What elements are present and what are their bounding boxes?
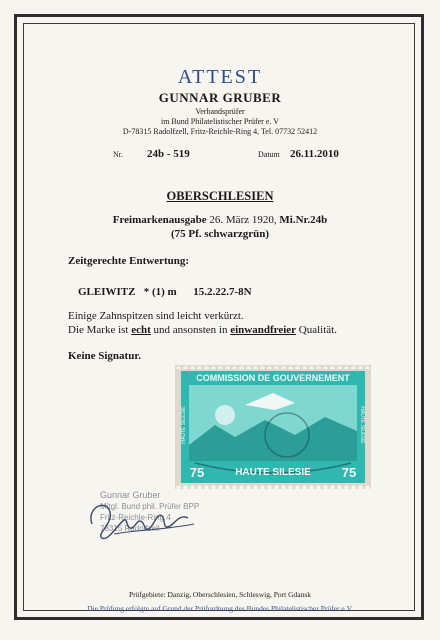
issue-date: 26. März 1920,	[209, 214, 277, 226]
rubber-stamp-membership: Mitgl. Bund phil. Prüfer BPP	[100, 502, 200, 511]
postage-stamp-image	[175, 365, 371, 489]
certificate-title: ATTEST	[177, 66, 263, 88]
issue-prefix: Freimarkenausgabe	[112, 214, 207, 226]
assessment-line-1: Einige Zahnspitzen sind leicht verkürzt.	[68, 310, 244, 322]
stamp-side-right: HAUTE SILÉSIE	[359, 406, 365, 444]
examination-areas: Prüfgebiete: Danzig, Oberschlesien, Schleswig, Port Gdansk	[128, 590, 312, 599]
certificate-number: 24b - 519	[147, 148, 190, 160]
cancellation-code: * (1) m	[143, 286, 177, 298]
stamp-value-right: 75	[341, 465, 357, 480]
stamp-sun	[215, 405, 235, 425]
rubber-stamp-name: Gunnar Gruber	[100, 490, 161, 500]
rubber-stamp-city: 78315 Radolfzell	[100, 524, 160, 533]
reference-row	[0, 148, 440, 162]
rubber-stamp-street: Fritz-Reichle-Ring 4	[100, 513, 171, 522]
assessment-text-a: Die Marke ist	[68, 324, 129, 336]
stamp-perforation-bottom	[175, 485, 371, 489]
stamp-value-left: 75	[189, 465, 205, 480]
stamp-side-left: HAUTE SILÉSIE	[181, 406, 187, 444]
cancellation-heading: Zeitgerechte Entwertung:	[68, 255, 190, 267]
examiner-name: GUNNAR GRUBER	[158, 90, 282, 105]
signature-note: Keine Signatur.	[68, 350, 141, 362]
catalog-number: Mi.Nr.24b	[279, 214, 328, 226]
cancellation-row	[78, 286, 252, 298]
cancellation-place: GLEIWITZ	[78, 286, 136, 298]
stamp-perforation-top	[175, 365, 371, 369]
issue-line	[0, 214, 440, 226]
stamp-bottom-text: HAUTE SILESIE	[235, 467, 311, 478]
examiner-association: im Bund Philatelistischer Prüfer e. V	[160, 117, 280, 126]
assessment-text-c: und ansonsten in	[153, 324, 228, 336]
assessment-genuine: echt	[131, 324, 151, 336]
examiner-rubber-stamp	[60, 490, 240, 590]
certificate-date: 26.11.2010	[290, 148, 339, 160]
stamp-top-text: COMMISSION DE GOUVERNEMENT	[196, 373, 350, 383]
assessment-text-e: Qualität.	[298, 324, 337, 336]
stamp-region: OBERSCHLESIEN	[166, 189, 274, 203]
examination-regulation-note: Die Prüfung erfolgte auf Grund der Prüfordnung des Bundes Philatelistischer Prüfer e.V.	[87, 604, 353, 613]
examiner-address: D-78315 Radolfzell, Fritz-Reichle-Ring 4, Tel. 07732 52412	[122, 127, 318, 136]
date-label: Datum	[258, 150, 280, 159]
assessment-quality: einwandfreier	[230, 324, 297, 336]
handwritten-signature	[84, 494, 204, 544]
cancellation-datetime: 15.2.22.7-8N	[193, 286, 252, 298]
examiner-role: Verbandsprüfer	[195, 107, 245, 116]
number-label: Nr.	[113, 150, 123, 159]
denomination: (75 Pf. schwarzgrün)	[170, 228, 270, 240]
assessment-line-2	[68, 324, 337, 336]
